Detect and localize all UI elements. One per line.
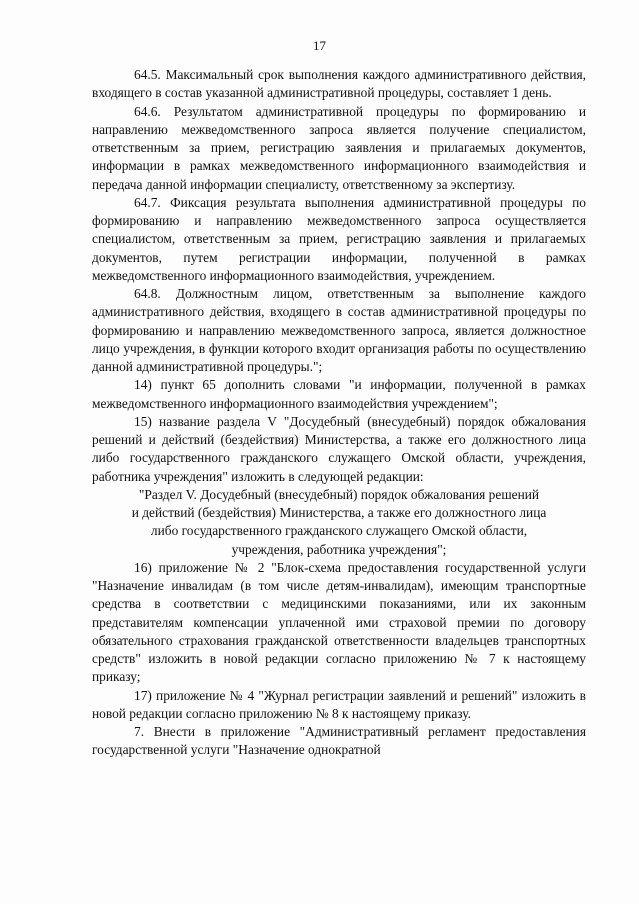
- list-item-16: 16) приложение № 2 "Блок-схема предоставления государственной услуги "Назначение инвалидам (в том числе детям-инвалидам), имеющим транспортные средства в соответствии с медицинскими показаниями, или их законным представителям компенсации уплаченной ими страховой премии по договору обязательного страхования гражданской ответственности владельцев транспортных средств" изложить в новой редакции согласно приложению № 7 к настоящему приказу;: [92, 559, 586, 685]
- heading-line: и действий (бездействия) Министерства, а также его должностного лица: [131, 505, 547, 520]
- document-body: [92, 66, 586, 760]
- paragraph-64-7: 64.7. Фиксация результата выполнения административной процедуры по формированию и направлению межведомственного запроса осуществляется специалистом, ответственным за прием, регистрацию заявления и прилагаемых документов, путем регистрации информации, полученной в рамках межведомственного информационного взаимодействия, учреждением.: [92, 194, 586, 283]
- heading-line: либо государственного гражданского служащего Омской области,: [150, 523, 528, 539]
- paragraph-64-6: 64.6. Результатом административной процедуры по формированию и направлению межведомственного запроса является получение специалистом, ответственным за прием, регистрацию заявления и прилагаемых документов, информации в рамках межведомственного информационного взаимодействия и передача данной информации специалисту, ответственному за экспертизу.: [92, 103, 586, 192]
- paragraph-7: 7. Внести в приложение "Административный регламент предоставления государственной услуги "Назначение однократной: [92, 724, 586, 758]
- heading-line: учреждения, работника учреждения";: [231, 541, 447, 557]
- list-item-15: 15) название раздела V "Досудебный (внесудебный) порядок обжалования решений и действий (бездействия) Министерства, а также его должностного лица либо государственного гражданского служащего Омской области, учреждения, работника учреждения" изложить в следующей редакции:: [92, 413, 586, 484]
- list-item-14: 14) пункт 65 дополнить словами "и информации, полученной в рамках межведомственного информационного взаимодействия учреждением";: [92, 377, 586, 411]
- page-number: 17: [313, 38, 326, 53]
- heading-line: "Раздел V. Досудебный (внесудебный) порядок обжалования решений: [138, 486, 540, 502]
- list-item-17: 17) приложение № 4 "Журнал регистрации заявлений и решений" изложить в новой редакции согласно приложению № 8 к настоящему приказу.: [92, 687, 586, 721]
- section-v-heading: [92, 486, 586, 559]
- paragraph-64-5: 64.5. Максимальный срок выполнения каждого административного действия, входящего в состав указанной административной процедуры, составляет 1 день.: [92, 67, 586, 101]
- paragraph-64-8: 64.8. Должностным лицом, ответственным за выполнение каждого административного действия, входящего в состав административной процедуры по формированию и направлению межведомственного запроса, является должностное лицо учреждения, в функции которого входит организация работы по осуществлению данной административной процедуры.";: [92, 286, 586, 374]
